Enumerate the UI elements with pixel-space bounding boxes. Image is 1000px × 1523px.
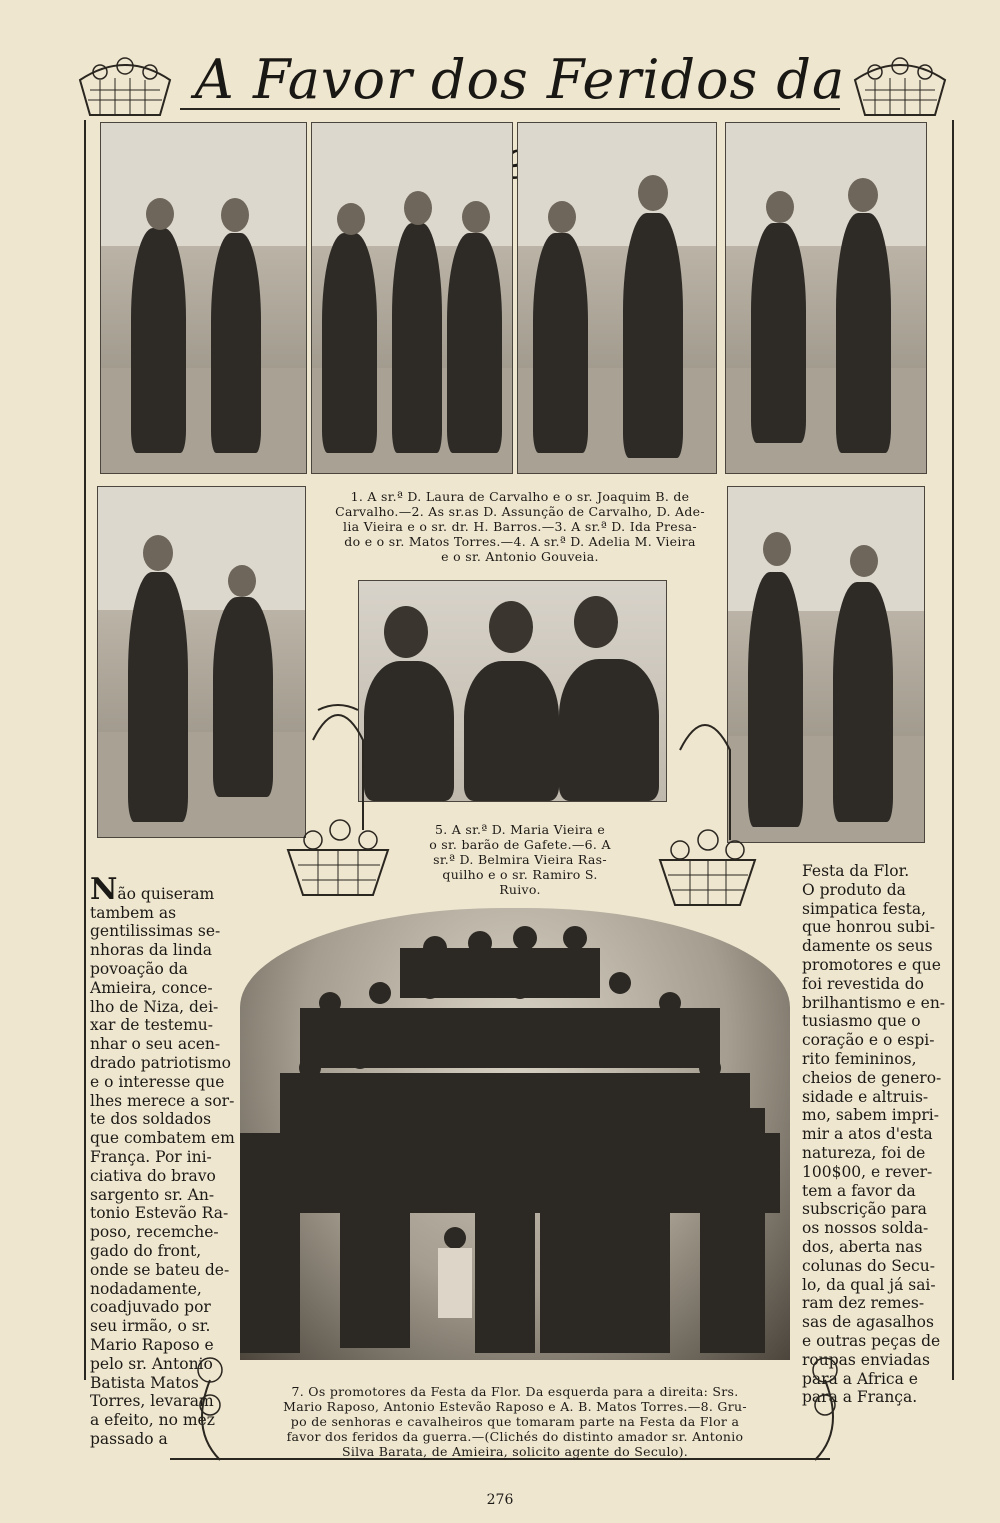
bottom-rose-ornament-left [180,1350,260,1470]
caption-photos-7-8: 7. Os promotores da Festa da Flor. Da esquerda para a direita: Srs. Mario Raposo, Antonio Estevão Raposo e A. B. Matos Torres.—8. Gru- po de senhoras e cavalheiros que tomaram parte na Festa da Flor a favor dos feridos da guerra.—(Clichés do distinto amador sr. Antonio Silva Barata, de Amieira, solicito agente do Seculo). [283,1384,747,1459]
flower-basket-right [640,710,770,910]
photo-1 [100,122,307,474]
frame-right-border [952,120,954,1380]
group-photo [240,908,790,1360]
caption-photos-5-6: 5. A sr.ª D. Maria Vieira e o sr. barão de Gafete.—6. A sr.ª D. Belmira Vieira Ras- quilho e o sr. Ramiro S. Ruivo. [429,822,611,897]
photo-3 [517,122,717,474]
corner-flower-basket-top-right [845,40,955,120]
drop-cap: N [90,871,118,907]
page-title: A Favor dos Feridos da [194,48,846,111]
page-number: 276 [486,1492,514,1508]
corner-flower-basket-top-left [70,40,180,120]
article-left-text: ão quiseram tambem as gentilissimas se- nhoras da linda povoação da Amieira, conce- lho de Niza, dei- xar de testemu- nhar o seu acen- drado patriotismo e o interesse que lhes merece a sor- te dos soldados que combatem em França. Por ini- ciativa do bravo sargento sr. An- tonio Estevão Ra- poso, recemche- gado do front, onde se bateu de- nodadamente, coadjuvado por seu irmão, o sr. Mario Raposo e pelo sr. Antonio Batista Matos Torres, levaram a efeito, no mez passado a [90,884,235,1448]
caption-photos-1-4: 1. A sr.ª D. Laura de Carvalho e o sr. Joaquim B. de Carvalho.—2. As sr.as D. Assunção de Carvalho, D. Ade- lia Vieira e o sr. dr. H. Barros.—3. A sr.ª D. Ida Presa- do e o sr. Matos Torres.—4. A sr.ª D. Adelia M. Vieira e o sr. Antonio Gouveia. [335,489,705,564]
article-right-column: Festa da Flor. O produto da simpatica festa, que honrou subi- damente os seus promotores e que foi revestida do brilhantismo e en- tusiasmo que o coração e o espi- rito femininos, cheios de genero- sidade e altruis- mo, sabem impri- mir a atos d'esta natureza, foi de 100$00, e rever- tem a favor da subscrição para os nossos solda- dos, aberta nas colunas do Secu- lo, da qual já sai- ram dez remes- sas de agasalhos e outras peças de roupas enviadas para a Africa e para a França. [802,862,946,1407]
photo-2 [311,122,513,474]
frame-left-border [84,120,86,1380]
flower-basket-left [268,700,408,900]
photo-4 [725,122,927,474]
bottom-rose-ornament-right [780,1350,860,1470]
